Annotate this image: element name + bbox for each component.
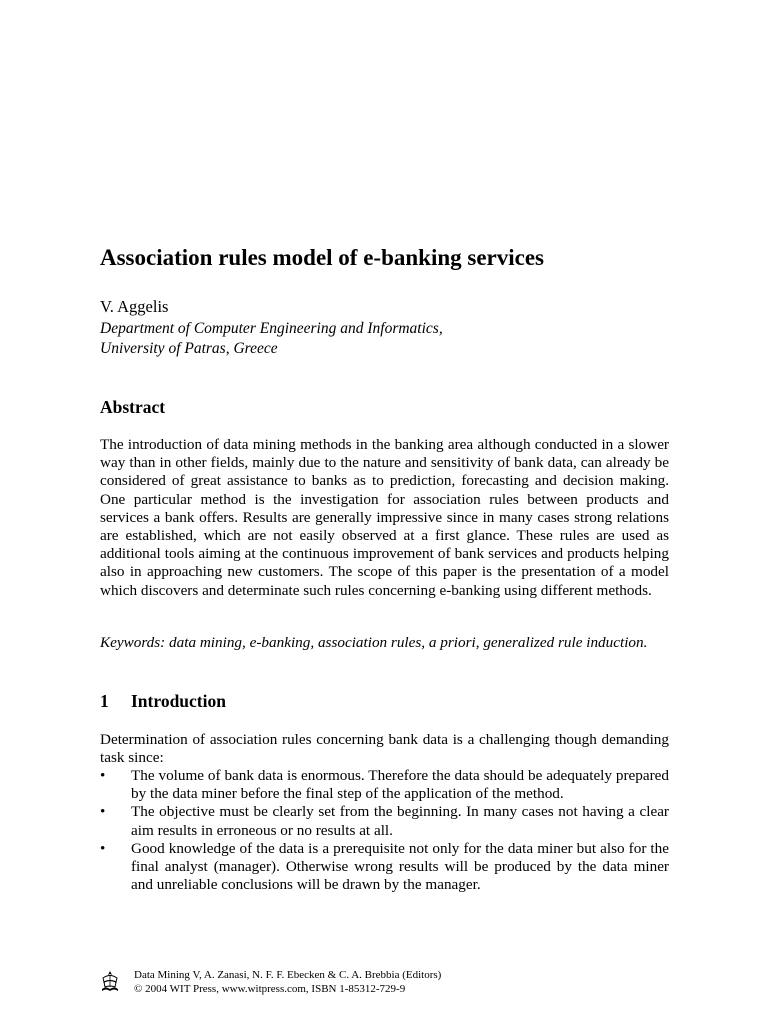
footer-line-1: Data Mining V, A. Zanasi, N. F. F. Ebecken & C. A. Brebbia (Editors) bbox=[134, 969, 442, 981]
list-item-text: Good knowledge of the data is a prerequisite not only for the data miner but also for the final analyst (manager). Otherwise wrong results will be produced by the data miner and unreliable conclusions will be drawn by the manager. bbox=[131, 839, 669, 894]
abstract-text: The introduction of data mining methods in the banking area although conducted in a slower way than in other fields, mainly due to the nature and sensitivity of bank data, can already be considered of great assistance to banks as to prediction, forecasting and decision making. One particular method is the investigation for association rules between products and services a bank offers. Results are generally impressive since in many cases strong relations are established, which are not easily observed at a first glance. These rules are used as additional tools aiming at the continuous improvement of bank services and products helping also in approaching new customers. The scope of this paper is the presentation of a model which discovers and determinate such rules concerning e-banking using different methods. bbox=[100, 436, 669, 599]
list-item-text: The objective must be clearly set from the beginning. In many cases not having a clear aim results in erroneous or no results at all. bbox=[131, 803, 669, 839]
wit-press-logo-icon bbox=[100, 970, 120, 994]
paper-title: Association rules model of e-banking services bbox=[100, 245, 545, 270]
list-item-text: The volume of bank data is enormous. Therefore the data should be adequately prepared by the data miner before the final step of the application of the method. bbox=[131, 767, 669, 803]
author-affiliation bbox=[100, 319, 443, 359]
bullet-list bbox=[100, 767, 669, 894]
section-title: Introduction bbox=[131, 691, 226, 711]
footer-line-2: © 2004 WIT Press, www.witpress.com, ISBN 1-85312-729-9 bbox=[134, 983, 406, 995]
bullet-icon: • bbox=[100, 839, 106, 857]
affiliation-line-2: University of Patras, Greece bbox=[100, 340, 278, 357]
list-item bbox=[100, 803, 669, 839]
bullet-icon: • bbox=[100, 767, 106, 784]
abstract-heading: Abstract bbox=[100, 397, 166, 417]
list-item bbox=[100, 767, 669, 803]
list-item bbox=[100, 840, 669, 895]
affiliation-line-1: Department of Computer Engineering and Informatics, bbox=[100, 320, 443, 337]
bullet-icon: • bbox=[100, 803, 106, 821]
section-number: 1 bbox=[100, 691, 109, 711]
keywords: Keywords: data mining, e-banking, association rules, a priori, generalized rule induction. bbox=[100, 634, 648, 651]
author-name: V. Aggelis bbox=[100, 297, 169, 316]
publication-footer bbox=[134, 968, 441, 996]
intro-paragraph: Determination of association rules concerning bank data is a challenging though demanding task since: bbox=[100, 731, 669, 767]
section-heading-introduction bbox=[100, 690, 226, 712]
